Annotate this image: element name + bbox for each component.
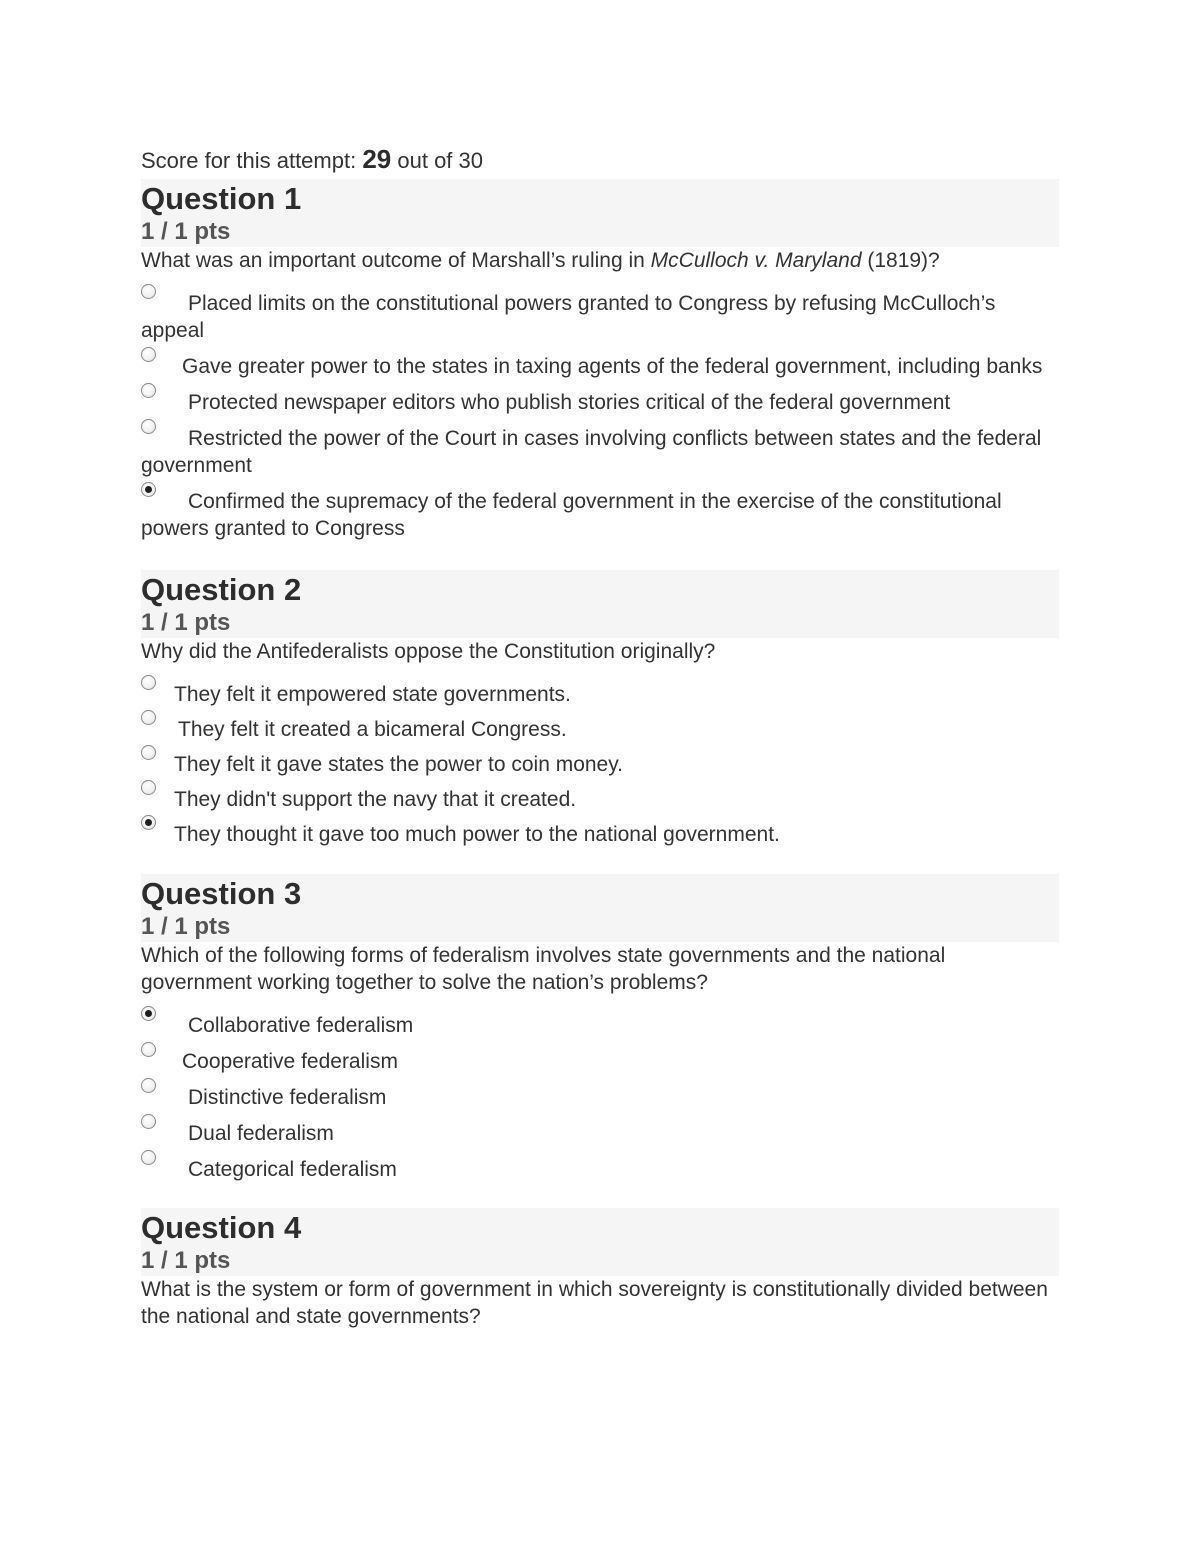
- score-suffix: out of 30: [397, 148, 484, 173]
- radio-button-icon[interactable]: [141, 745, 156, 760]
- answer-option[interactable]: [141, 389, 1059, 416]
- answer-option[interactable]: [141, 786, 1059, 813]
- answer-label: Gave greater power to the states in taxing agents of the federal government, including banks: [182, 355, 1043, 378]
- question-points: 1 / 1 pts: [141, 218, 231, 245]
- question-text-part: (1819)?: [861, 249, 940, 272]
- question-3: [141, 874, 1059, 1183]
- radio-button-icon[interactable]: [141, 675, 156, 690]
- answer-option[interactable]: [141, 1012, 1059, 1039]
- answer-label: They thought it gave too much power to the national government.: [174, 823, 780, 846]
- answer-label: They felt it gave states the power to coin money.: [174, 753, 624, 776]
- question-title: Question 2: [141, 572, 302, 607]
- answer-option[interactable]: [141, 425, 1059, 479]
- question-title: Question 1: [141, 181, 302, 216]
- answer-option[interactable]: [141, 716, 1059, 743]
- answer-option[interactable]: [141, 488, 1059, 542]
- answer-option[interactable]: [141, 1084, 1059, 1111]
- score-summary: [141, 143, 1059, 177]
- answer-list: [141, 290, 1059, 542]
- radio-button-icon[interactable]: [141, 710, 156, 725]
- question-header: [141, 179, 1059, 247]
- question-text-part: What was an important outcome of Marshall’s ruling in: [141, 249, 651, 272]
- radio-button-icon[interactable]: [141, 780, 156, 795]
- answer-label: Categorical federalism: [188, 1158, 397, 1181]
- answer-option[interactable]: [141, 821, 1059, 848]
- answer-label: Cooperative federalism: [182, 1050, 398, 1073]
- answer-label: They didn't support the navy that it created.: [174, 788, 577, 811]
- answer-label: Placed limits on the constitutional powers granted to Congress by refusing McCulloch’s appeal: [141, 292, 996, 342]
- question-title: Question 3: [141, 876, 302, 911]
- quiz-results-page: [141, 143, 1059, 1346]
- question-points: 1 / 1 pts: [141, 913, 231, 940]
- answer-label: Protected newspaper editors who publish stories critical of the federal government: [188, 391, 951, 414]
- question-points: 1 / 1 pts: [141, 1247, 231, 1274]
- answer-option[interactable]: [141, 1048, 1059, 1075]
- radio-button-selected-icon[interactable]: [141, 1006, 156, 1021]
- answer-option[interactable]: [141, 290, 1059, 344]
- answer-label: They felt it created a bicameral Congress.: [178, 718, 567, 741]
- question-header: [141, 874, 1059, 942]
- answer-label: Restricted the power of the Court in cases involving conflicts between states and the federal government: [141, 427, 1042, 477]
- answer-option[interactable]: [141, 1156, 1059, 1183]
- question-text: Why did the Antifederalists oppose the Constitution originally?: [141, 640, 716, 663]
- question-1: [141, 179, 1059, 542]
- question-text: Which of the following forms of federalism involves state governments and the national government working together to solve the nation’s problems?: [141, 944, 946, 994]
- answer-label: Collaborative federalism: [188, 1014, 414, 1037]
- answer-list: [141, 1012, 1059, 1183]
- question-text: What is the system or form of government in which sovereignty is constitutionally divided between the national and state governments?: [141, 1278, 1048, 1328]
- question-points: 1 / 1 pts: [141, 609, 231, 636]
- answer-label: Confirmed the supremacy of the federal government in the exercise of the constitutional powers granted to Congress: [141, 490, 1002, 540]
- radio-button-selected-icon[interactable]: [141, 482, 156, 497]
- answer-option[interactable]: [141, 751, 1059, 778]
- question-4: [141, 1208, 1059, 1330]
- case-name: McCulloch v. Maryland: [650, 249, 862, 272]
- question-title: Question 4: [141, 1210, 302, 1245]
- answer-label: They felt it empowered state governments.: [174, 683, 571, 706]
- answer-option[interactable]: [141, 353, 1059, 380]
- question-2: [141, 570, 1059, 848]
- score-label: Score for this attempt:: [141, 148, 357, 173]
- radio-button-icon[interactable]: [141, 383, 156, 398]
- answer-option[interactable]: [141, 681, 1059, 708]
- radio-button-icon[interactable]: [141, 1078, 156, 1093]
- question-text: [141, 247, 1059, 274]
- radio-button-icon[interactable]: [141, 419, 156, 434]
- score-value: 29: [362, 144, 392, 174]
- answer-label: Dual federalism: [188, 1122, 334, 1145]
- answer-list: [141, 681, 1059, 848]
- radio-button-icon[interactable]: [141, 1042, 156, 1057]
- answer-option[interactable]: [141, 1120, 1059, 1147]
- question-header: [141, 1208, 1059, 1276]
- radio-button-icon[interactable]: [141, 1150, 156, 1165]
- radio-button-selected-icon[interactable]: [141, 815, 156, 830]
- radio-button-icon[interactable]: [141, 284, 156, 299]
- radio-button-icon[interactable]: [141, 347, 156, 362]
- radio-button-icon[interactable]: [141, 1114, 156, 1129]
- answer-label: Distinctive federalism: [188, 1086, 387, 1109]
- question-header: [141, 570, 1059, 638]
